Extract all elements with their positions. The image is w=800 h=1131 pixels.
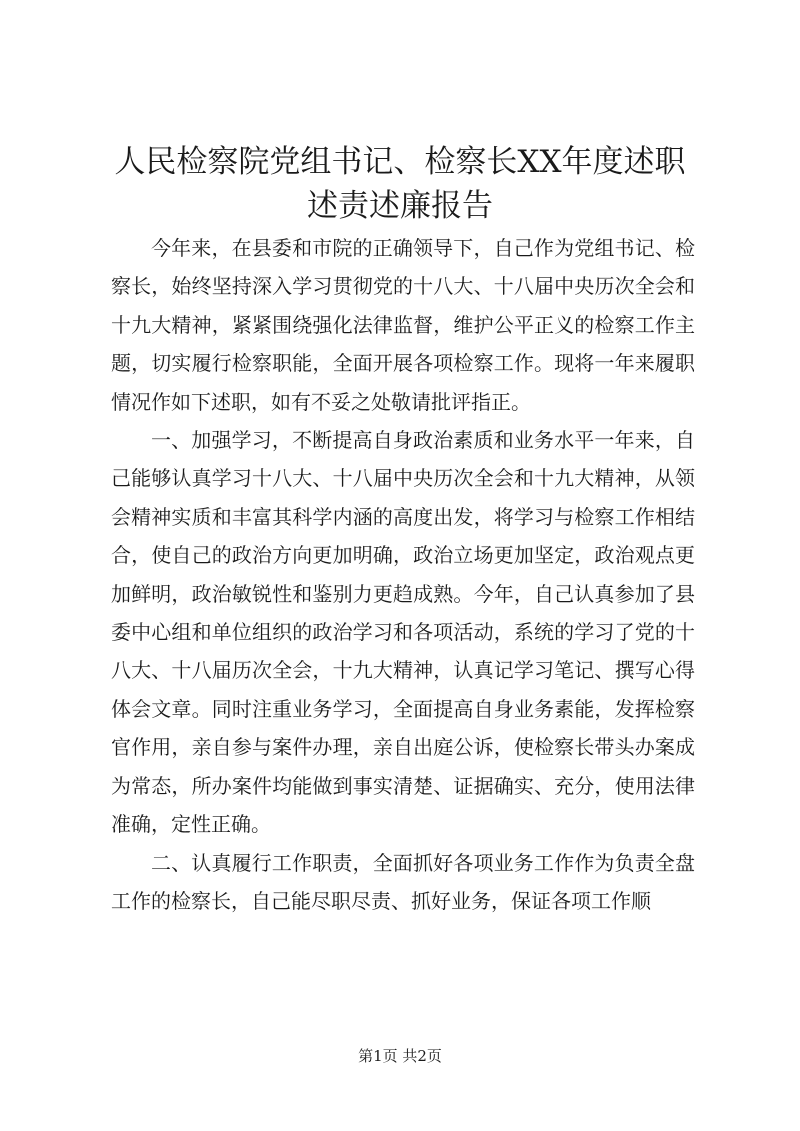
page-footer: 第1页 共2页: [358, 1047, 442, 1065]
paragraph-section-2: 二、认真履行工作职责，全面抓好各项业务工作作为负责全盘工作的检察长，自己能尽职尽责、抓好业务，保证各项工作顺: [111, 850, 695, 913]
document-title: 人民检察院党组书记、检察长XX年度述职述责述廉报告: [114, 144, 686, 224]
paragraph-intro: 今年来，在县委和市院的正确领导下，自己作为党组书记、检察长，始终坚持深入学习贯彻党的十八大、十八届中央历次全会和十九大精神，紧紧围绕强化法律监督，维护公平正义的检察工作主题，切实履行检察职能，全面开展各项检察工作。现将一年来履职情况作如下述职，如有不妥之处敬请批评指正。: [111, 236, 695, 414]
document-body: [111, 229, 695, 920]
paragraph-section-1: 一、加强学习，不断提高自身政治素质和业务水平一年来，自己能够认真学习十八大、十八届中央历次全会和十九大精神，从领会精神实质和丰富其科学内涵的高度出发，将学习与检察工作相结合，使自己的政治方向更加明确，政治立场更加坚定，政治观点更加鲜明，政治敏锐性和鉴别力更趋成熟。今年，自己认真参加了县委中心组和单位组织的政治学习和各项活动，系统的学习了党的十八大、十八届历次全会，十九大精神，认真记学习笔记、撰写心得体会文章。同时注重业务学习，全面提高自身业务素能，发挥检察官作用，亲自参与案件办理，亲自出庭公诉，使检察长带头办案成为常态，所办案件均能做到事实清楚、证据确实、充分，使用法律准确，定性正确。: [111, 428, 695, 837]
